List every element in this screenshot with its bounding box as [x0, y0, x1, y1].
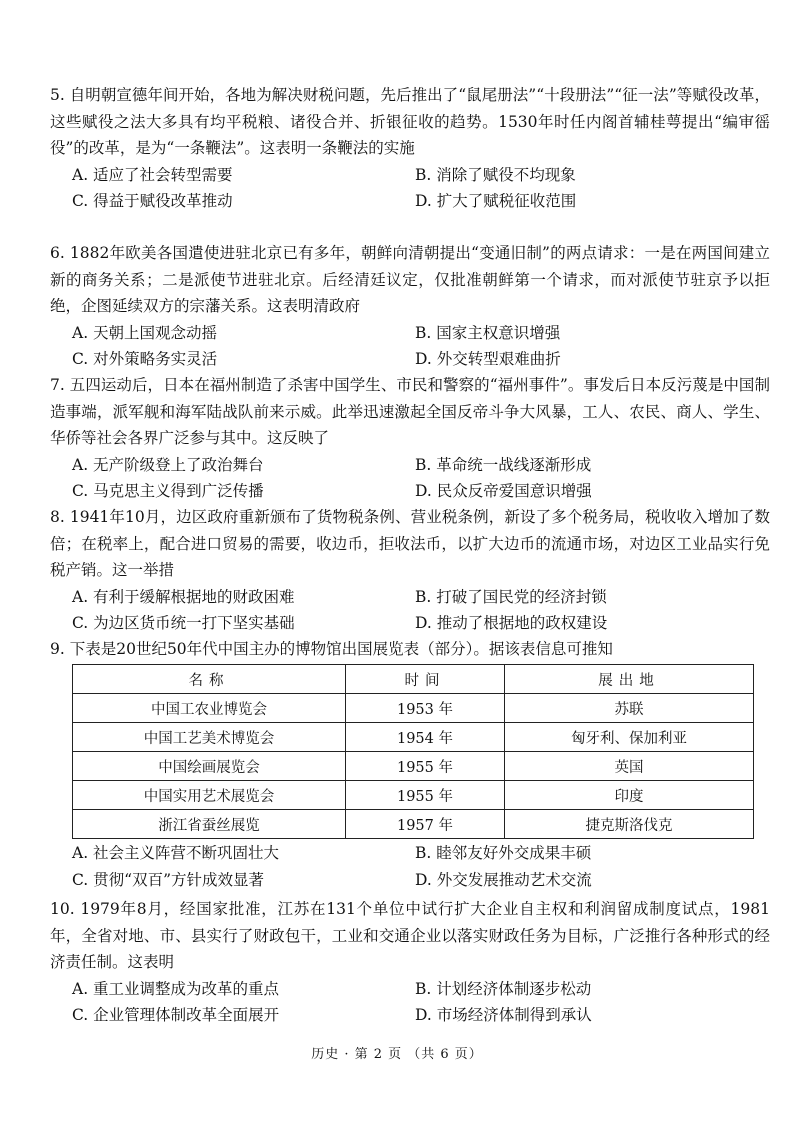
options — [50, 452, 770, 505]
option-c: C. 得益于赋役改革推动 — [72, 192, 233, 210]
options — [50, 320, 770, 373]
table-cell: 中国工农业博览会 — [73, 694, 346, 723]
question-stem: 7. 五四运动后，日本在福州制造了杀害中国学生、市民和警察的“福州事件”。事发后日本反污蔑是中国制造事端，派军舰和海军陆战队前来示威。此举迅速激起全国反帝斗争大风暴，工人、农民、商人、学生、华侨等社会各界广泛参与其中。这反映了 — [50, 376, 770, 447]
option-a: A. 无产阶级登上了政治舞台 — [72, 455, 264, 474]
options — [50, 162, 770, 215]
option-a: A. 天朝上国观念动摇 — [72, 323, 218, 342]
option-b: B. 革命统一战线逐渐形成 — [415, 455, 592, 474]
option-c: C. 企业管理体制改革全面展开 — [72, 1006, 280, 1024]
table-cell: 中国实用艺术展览会 — [73, 781, 346, 810]
table-cell: 印度 — [505, 781, 754, 810]
table-row — [73, 781, 754, 810]
question-8 — [50, 504, 770, 637]
option-a: A. 适应了社会转型需要 — [72, 165, 233, 184]
option-b: B. 消除了赋役不均现象 — [415, 165, 576, 184]
option-a: A. 重工业调整成为改革的重点 — [72, 979, 280, 998]
option-c: C. 对外策略务实灵活 — [72, 350, 218, 368]
question-9 — [50, 636, 770, 663]
table-cell: 1957 年 — [346, 810, 505, 839]
question-stem: 5. 自明朝宣德年间开始，各地为解决财税问题，先后推出了“鼠尾册法”“十段册法”“征一法”等赋役改革，这些赋役之法大多具有均平税粮、诸役合并、折银征收的趋势。1530年时任内阁首辅桂萼提出“编审徭役”的改革，是为“一条鞭法”。这表明一条鞭法的实施 — [50, 86, 770, 157]
table-cell: 中国工艺美术博览会 — [73, 723, 346, 752]
question-7 — [50, 372, 770, 505]
option-a: A. 有利于缓解根据地的财政困难 — [72, 587, 295, 606]
table-cell: 英国 — [505, 752, 754, 781]
table-header-row — [73, 665, 754, 694]
option-b: B. 打破了国民党的经济封锁 — [415, 587, 607, 606]
table-row — [73, 752, 754, 781]
option-d: D. 外交转型艰难曲折 — [415, 350, 561, 368]
table-cell: 苏联 — [505, 694, 754, 723]
table-cell: 匈牙利、保加利亚 — [505, 723, 754, 752]
options — [50, 840, 770, 893]
options — [50, 976, 770, 1029]
table-cell: 中国绘画展览会 — [73, 752, 346, 781]
option-b: B. 国家主权意识增强 — [415, 323, 561, 342]
column-header-location: 展出地 — [505, 665, 754, 694]
question-stem: 10. 1979年8月，经国家批准，江苏在131个单位中试行扩大企业自主权和利润留成制度试点，1981年，全省对地、市、县实行了财政包干，工业和交通企业以落实财政任务为目标，广泛推行各种形式的经济责任制。这表明 — [50, 900, 770, 971]
option-d: D. 市场经济体制得到承认 — [415, 1006, 592, 1024]
table-cell: 1955 年 — [346, 781, 505, 810]
column-header-time: 时间 — [346, 665, 505, 694]
option-a: A. 社会主义阵营不断巩固壮大 — [72, 844, 280, 862]
column-header-name: 名称 — [73, 665, 346, 694]
table-cell: 1954 年 — [346, 723, 505, 752]
question-10 — [50, 896, 770, 1029]
table-cell: 捷克斯洛伐克 — [505, 810, 754, 839]
table-row — [73, 723, 754, 752]
option-c: C. 马克思主义得到广泛传播 — [72, 482, 264, 500]
question-stem: 6. 1882年欧美各国遣使进驻北京已有多年，朝鲜向清朝提出“变通旧制”的两点请求：一是在两国间建立新的商务关系；二是派使节进驻北京。后经清廷议定，仅批准朝鲜第一个请求，而对派使节驻京予以拒绝，企图延续双方的宗藩关系。这表明清政府 — [50, 244, 770, 315]
option-c: C. 为边区货币统一打下坚实基础 — [72, 614, 295, 632]
question-stem: 9. 下表是20世纪50年代中国主办的博物馆出国展览表（部分）。据该表信息可推知 — [50, 640, 613, 658]
question-6 — [50, 240, 770, 373]
option-d: D. 扩大了赋税征收范围 — [415, 192, 577, 210]
question-stem: 8. 1941年10月，边区政府重新颁布了货物税条例、营业税条例，新设了多个税务局，税收收入增加了数倍；在税率上，配合进口贸易的需要，收边币，拒收法币，以扩大边币的流通市场，对边区工业品实行免税产销。这一举措 — [50, 508, 770, 579]
table-cell: 1953 年 — [346, 694, 505, 723]
option-c: C. 贯彻“双百”方针成效显著 — [72, 870, 265, 889]
table-row — [73, 694, 754, 723]
table-row — [73, 810, 754, 839]
option-b: B. 睦邻友好外交成果丰硕 — [415, 844, 592, 862]
table-cell: 浙江省蚕丝展览 — [73, 810, 346, 839]
option-d: D. 推动了根据地的政权建设 — [415, 614, 608, 632]
page-footer: 历史 · 第 2 页 （共 6 页） — [311, 1047, 483, 1062]
question-5 — [50, 82, 770, 215]
options — [50, 584, 770, 637]
option-d: D. 外交发展推动艺术交流 — [415, 870, 592, 889]
option-b: B. 计划经济体制逐步松动 — [415, 979, 592, 998]
question-9-options — [50, 840, 770, 893]
table-cell: 1955 年 — [346, 752, 505, 781]
option-d: D. 民众反帝爱国意识增强 — [415, 482, 592, 500]
exhibition-table — [72, 664, 754, 839]
